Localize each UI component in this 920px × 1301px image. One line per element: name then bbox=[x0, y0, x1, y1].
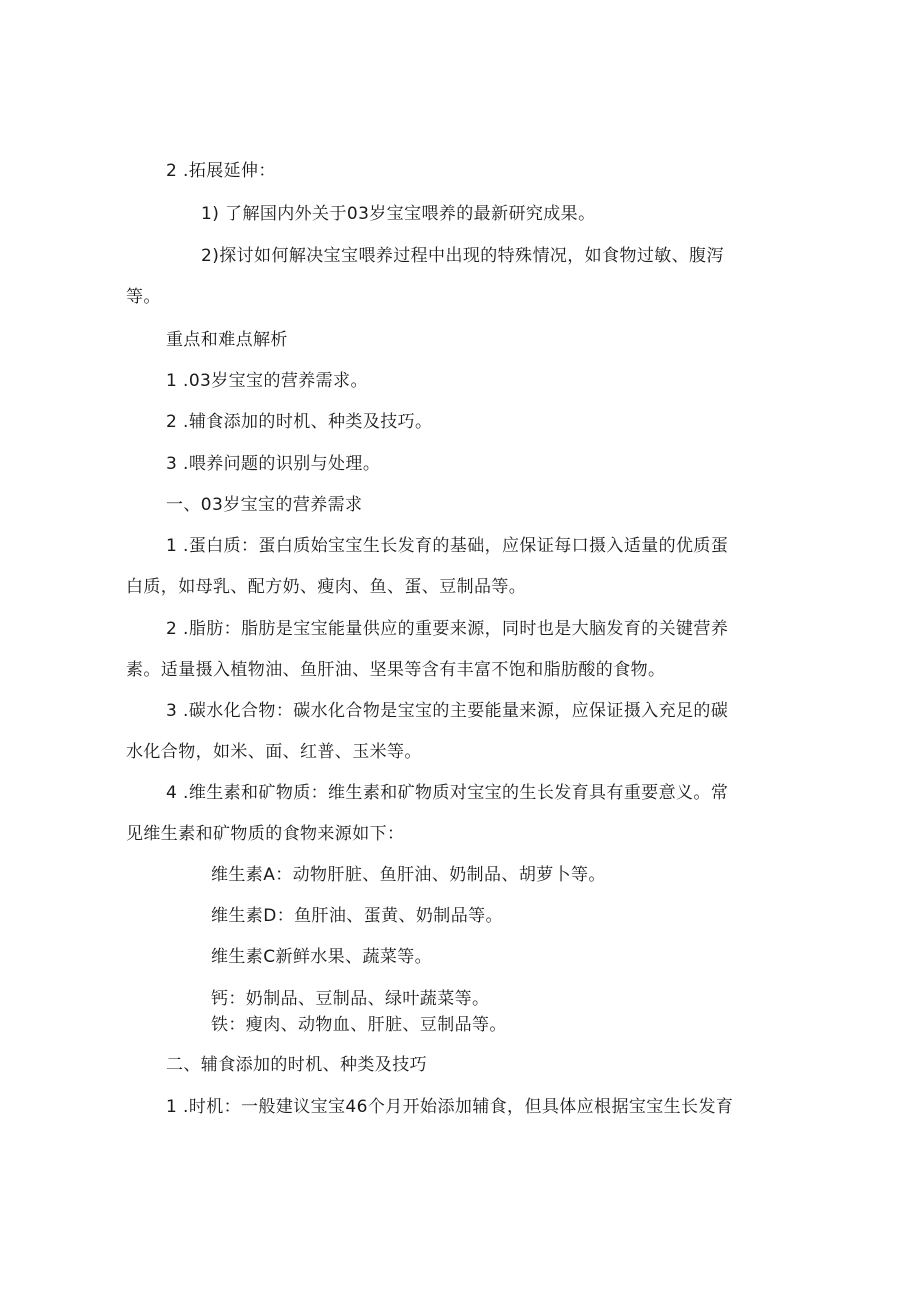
key-point-2: 2 .辅食添加的时机、种类及技巧。 bbox=[166, 412, 433, 432]
nutrition-carbs-cont: 水化合物，如米、面、红普、玉米等。 bbox=[126, 742, 422, 762]
extension-item-2: 2)探讨如何解决宝宝喂养过程中出现的特殊情况，如食物过敏、腹泻 bbox=[201, 246, 724, 266]
nutrition-carbs: 3 .碳水化合物：碳水化合物是宝宝的主要能量来源，应保证摄入充足的碳 bbox=[166, 701, 729, 721]
nutrition-protein-cont: 白质，如母乳、配方奶、瘦肉、鱼、蛋、豆制品等。 bbox=[126, 577, 527, 597]
key-point-1: 1 .03岁宝宝的营养需求。 bbox=[166, 371, 368, 391]
complementary-timing: 1 .时机：一般建议宝宝46个月开始添加辅食，但具体应根据宝宝生长发育 bbox=[166, 1097, 734, 1117]
nutrition-vitamins-cont: 见维生素和矿物质的食物来源如下： bbox=[126, 824, 405, 844]
nutrition-fat-cont: 素。适量摄入植物油、鱼肝油、坚果等含有丰富不饱和脂肪酸的食物。 bbox=[126, 660, 666, 680]
extension-item-1: 1) 了解国内外关于03岁宝宝喂养的最新研究成果。 bbox=[201, 204, 596, 224]
section-heading-extension: 2 .拓展延伸： bbox=[166, 161, 276, 181]
calcium-sources: 钙：奶制品、豆制品、绿叶蔬菜等。 bbox=[211, 989, 490, 1009]
nutrition-fat: 2 .脂肪：脂肪是宝宝能量供应的重要来源，同时也是大脑发育的关键营养 bbox=[166, 619, 729, 639]
extension-item-2-cont: 等。 bbox=[126, 287, 161, 307]
key-points-heading: 重点和难点解析 bbox=[166, 330, 288, 350]
iron-sources: 铁：瘦肉、动物血、肝脏、豆制品等。 bbox=[211, 1015, 507, 1035]
section-heading-nutrition: 一、03岁宝宝的营养需求 bbox=[166, 495, 363, 515]
nutrition-protein: 1 .蛋白质：蛋白质始宝宝生长发育的基础，应保证每口摄入适量的优质蛋 bbox=[166, 536, 729, 556]
section-heading-complementary-food: 二、辅食添加的时机、种类及技巧 bbox=[166, 1055, 427, 1075]
vitamin-c-sources: 维生素C新鲜水果、蔬菜等。 bbox=[211, 947, 433, 967]
vitamin-d-sources: 维生素D：鱼肝油、蛋黄、奶制品等。 bbox=[211, 906, 503, 926]
vitamin-a-sources: 维生素A：动物肝脏、鱼肝油、奶制品、胡萝卜等。 bbox=[211, 865, 606, 885]
nutrition-vitamins: 4 .维生素和矿物质：维生素和矿物质对宝宝的生长发育具有重要意义。常 bbox=[166, 783, 729, 803]
key-point-3: 3 .喂养问题的识别与处理。 bbox=[166, 454, 381, 474]
